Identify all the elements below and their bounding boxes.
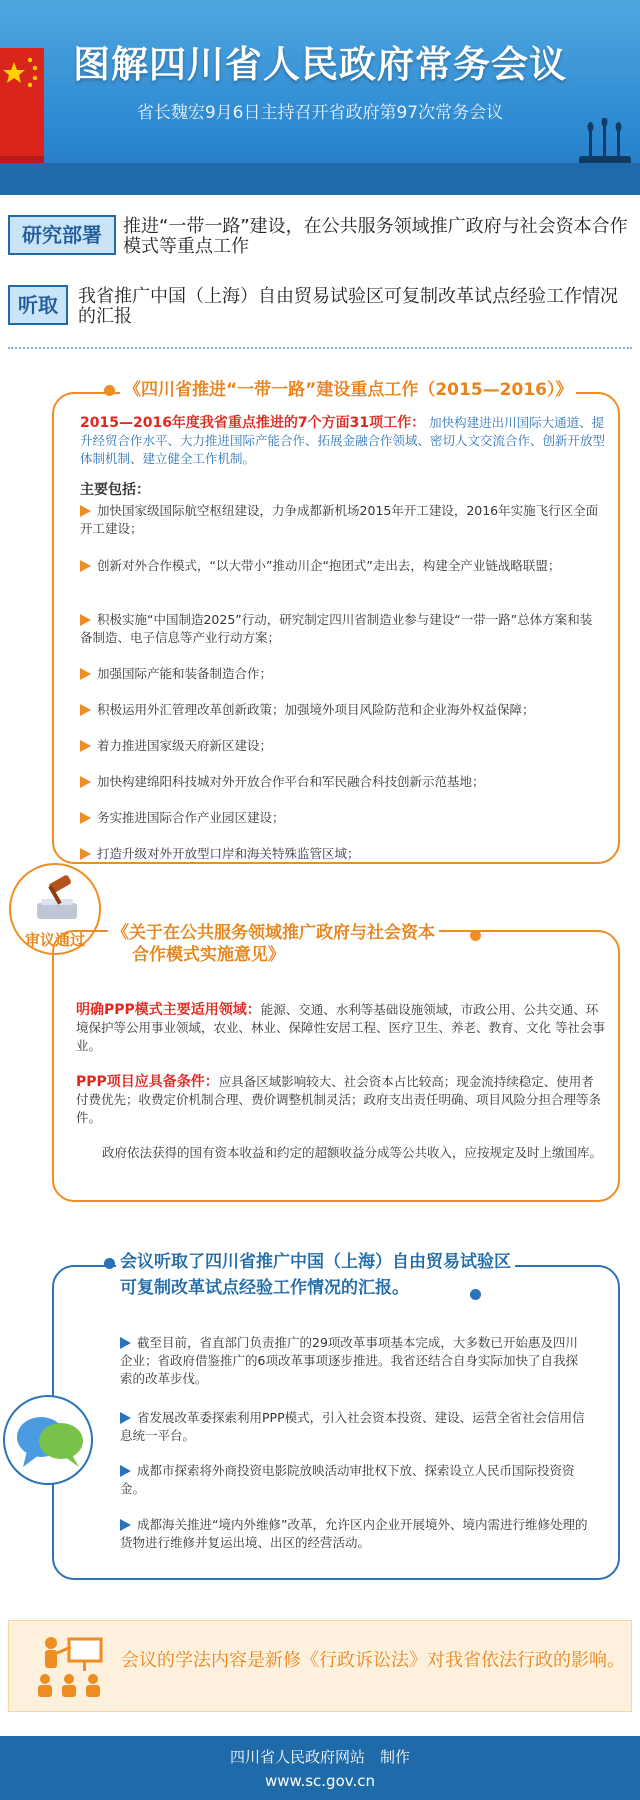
topic-text-hear: 我省推广中国（上海）自由贸易试验区可复制改革试点经验工作情况的汇报 — [78, 286, 618, 327]
arrow-icon — [120, 1337, 131, 1349]
chat-badge — [3, 1395, 93, 1485]
section3-title: 会议听取了四川省推广中国（上海）自由贸易试验区 可复制改革试点经验工作情况的汇报。 — [116, 1249, 515, 1301]
section3-item: 省发展改革委探索利用PPP模式，引入社会资本投资、建设、运营全省社会信用信息统一平台。 — [120, 1410, 585, 1443]
microphone-icon — [575, 118, 635, 166]
section3-dot-right — [470, 1289, 481, 1300]
section2-para1: 明确PPP模式主要适用领域：能源、交通、水利等基础设施领域，市政公用、公共交通、环境保护等公用事业领域，农业、林业、保障性安居工程、医疗卫生、养老、教育、文化 等社会事业。 — [76, 1002, 605, 1053]
footer-url[interactable]: www.sc.gov.cn — [265, 1772, 375, 1790]
arrow-icon — [120, 1519, 131, 1531]
arrow-icon — [80, 812, 91, 824]
arrow-icon — [80, 560, 91, 572]
section1-intro-blue: 加快构建进出川国际大通道、提升经贸合作水平、大力推进国际产能合作、拓展金融合作领域、密切人文交流合作、创新开放型体制机制、建立健全工作机制。 — [80, 415, 606, 466]
lecture-icon — [35, 1635, 105, 1701]
footer-credit: 四川省人民政府网站 制作 — [229, 1748, 410, 1766]
section1-item: 加强国际产能和装备制造合作； — [80, 665, 600, 683]
topic-hear — [8, 285, 632, 335]
section2-para2: PPP项目应具备条件：应具备区域影响较大、社会资本占比较高；现金流持续稳定、使用者付费优先；收费定价机制合理、费价调整机制灵活；政府支出责任明确、项目风险分担合理等条件。 — [76, 1074, 602, 1125]
topic-text-research: 推进“一带一路”建设，在公共服务领域推广政府与社会资本合作模式等重点工作 — [123, 216, 628, 257]
section1-item: 积极实施“中国制造2025”行动，研究制定四川省制造业参与建设“一带一路”总体方案和装备制造、电子信息等产业行动方案； — [80, 612, 593, 645]
header-band — [0, 163, 640, 195]
section3-item: 成都市探索将外商投资电影院放映活动审批权下放、探索设立人民币国际投资资金。 — [120, 1463, 575, 1496]
section2-title: 《关于在公共服务领域推广政府与社会资本 合作模式实施意见》 — [108, 922, 439, 966]
arrow-icon — [80, 776, 91, 788]
section1-item: 创新对外合作模式，“以大带小”推动川企“抱团式”走出去，构建全产业链战略联盟； — [80, 557, 600, 575]
section1-item: 着力推进国家级天府新区建设； — [80, 737, 600, 755]
section3-dot-left — [104, 1258, 115, 1269]
topic-tag-hear: 听取 — [8, 285, 68, 325]
arrow-icon — [80, 668, 91, 680]
section1-intro-red: 2015—2016年度我省重点推进的7个方面31项工作： — [80, 415, 426, 431]
section2-dot — [470, 930, 481, 941]
gavel-icon — [31, 875, 81, 925]
section1-title: 《四川省推进“一带一路”建设重点工作（2015—2016）》 — [120, 380, 576, 401]
arrow-icon — [120, 1412, 131, 1424]
topic-research — [8, 215, 632, 265]
section1-dot — [104, 385, 115, 396]
section1-item: 积极运用外汇管理改革创新政策；加强境外项目风险防范和企业海外权益保障； — [80, 701, 600, 719]
header-banner — [0, 0, 640, 195]
arrow-icon — [80, 614, 91, 626]
arrow-icon — [80, 740, 91, 752]
section3-item: 成都海关推进“境内外维修”改革，允许区内企业开展境外、境内需进行维修处理的货物进行维修并复运出境、出区的经营活动。 — [120, 1517, 588, 1550]
section2-para3: 政府依法获得的国有资本收益和约定的超额收益分成等公共收入，应按规定及时上缴国库。 — [102, 1145, 603, 1160]
section1-item: 务实推进国际合作产业园区建设； — [80, 809, 600, 827]
chat-bubbles-icon — [13, 1411, 87, 1471]
arrow-icon — [80, 848, 91, 860]
section1-main-label: 主要包括： — [80, 482, 150, 498]
arrow-icon — [80, 505, 91, 517]
study-note-text: 会议的学法内容是新修《行政诉讼法》对我省依法行政的影响。 — [121, 1650, 625, 1671]
arrow-icon — [120, 1465, 131, 1477]
page-title: 图解四川省人民政府常务会议 — [73, 43, 567, 86]
footer — [0, 1736, 640, 1800]
approval-badge-label: 审议通过 — [24, 931, 85, 949]
section1-item: 打造升级对外开放型口岸和海关特殊监管区域； — [80, 845, 600, 863]
section1-item: 加快构建绵阳科技城对外开放合作平台和军民融合科技创新示范基地； — [80, 773, 600, 791]
page-subtitle: 省长魏宏9月6日主持召开省政府第97次常务会议 — [136, 103, 504, 123]
divider — [8, 347, 632, 349]
section1-item: 加快国家级国际航空枢纽建设，力争成都新机场2015年开工建设，2016年实施飞行区全面开工建设； — [80, 503, 599, 536]
section3-item: 截至目前，省直部门负责推广的29项改革事项基本完成，大多数已开始惠及四川企业；省政府借鉴推广的6项改革事项逐步推进。我省还结合自身实际加快了自我探索的改革步伐。 — [120, 1335, 578, 1386]
study-note — [8, 1620, 632, 1712]
topic-tag-research: 研究部署 — [8, 215, 116, 255]
arrow-icon — [80, 704, 91, 716]
section1-intro — [80, 414, 605, 468]
